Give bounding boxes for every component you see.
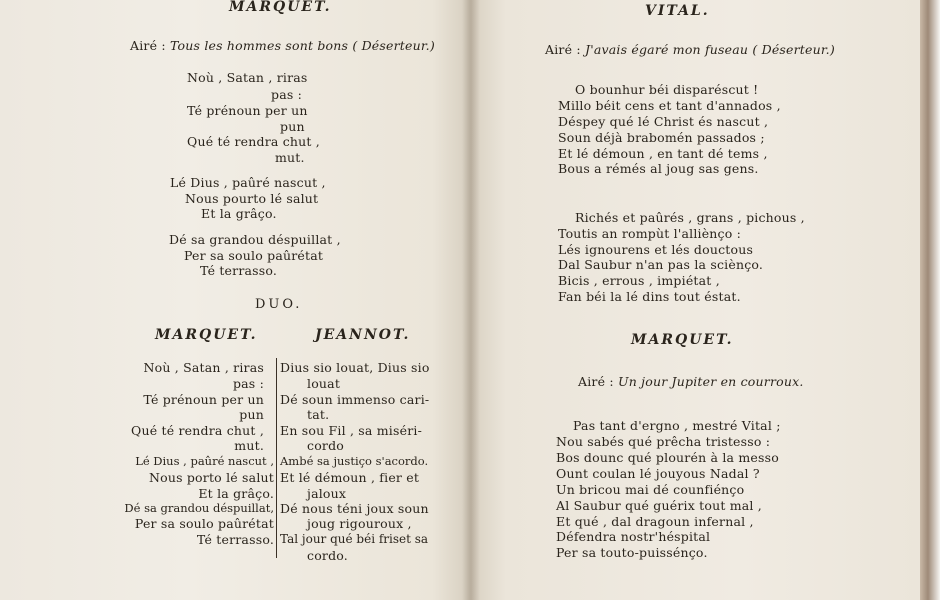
air-title: Tous les hommes sont bons ( Déserteur.) [169,38,435,53]
air-title: J'avais égaré mon fuseau ( Déserteur.) [584,42,835,57]
verse-line: Dé sa grandou déspuillat, [124,501,274,515]
verse-line: tat. [307,407,330,422]
verse-line: jaloux [307,486,347,501]
right-heading-2: MARQUET. [631,332,734,348]
verse-line: Té prénoun per un [143,392,264,407]
verse-line: Lé Dius , paûré nascut , [135,454,274,468]
verse-line: Dius sio louat, Dius sio [280,360,430,375]
verse-line: Et lé démoun , en tant dé tems , [558,146,768,161]
air-title: Un jour Jupiter en courroux. [617,374,804,389]
verse-line: pun [239,407,264,422]
verse-line: cordo [307,438,345,453]
verse-line: Per sa touto-puissénço. [556,545,708,560]
verse-line: Soun déjà brabomén passados ; [558,130,765,145]
verse-line: Fan béi la lé dins tout éstat. [558,289,741,304]
verse-line: Noù , Satan , riras [187,70,308,85]
verse-line: Millo béit cens et tant d'annados , [558,98,781,113]
verse-line: Défendra nostr'héspital [556,529,711,544]
verse-line: Té terrasso. [196,532,274,547]
verse-line: Bicis , errous , impiétat , [558,273,720,288]
verse-line: Dé sa grandou déspuillat , [169,232,341,247]
verse-line: Qué té rendra chut , [187,134,320,149]
left-air [130,38,435,53]
verse-line: pun [280,119,305,134]
verse-line: Nous porto lé salut [148,470,274,485]
verse-line: Dal Saubur n'an pas la sciènço. [558,257,764,272]
verse-line: Noù , Satan , riras [143,360,264,375]
verse-line: Tal jour qué béi friset sa [280,532,429,546]
verse-line: Dé nous téni joux soun [280,501,429,516]
verse-line: joug rigouroux , [307,516,412,531]
col1-heading: MARQUET. [155,327,258,343]
air-prefix: Airé : [130,38,166,53]
verse-line: Lés ignourens et lés douctous [558,242,754,257]
right-heading: VITAL. [645,3,710,19]
verse-line: Et qué , dal dragoun infernal , [556,514,754,529]
right-air-2 [578,374,804,389]
verse-line: Lé Dius , paûré nascut , [170,175,326,190]
left-heading: MARQUET. [229,0,332,15]
book-gutter [462,0,480,600]
verse-line: Pas tant d'ergno , mestré Vital ; [573,418,781,433]
verse-line: mut. [234,438,264,453]
verse-line: O bounhur béi disparéscut ! [575,82,759,97]
verse-line: Toutis an rompùt l'alliènço : [558,226,742,241]
verse-line: Ambé sa justiço s'acordo. [280,454,429,468]
col2-heading: JEANNOT. [315,327,411,343]
column-divider [276,358,277,558]
verse-line: mut. [275,150,305,165]
verse-line: Nou sabés qué prêcha tristesso : [556,434,771,449]
verse-line: Per sa soulo paûrétat [184,248,324,263]
verse-line: Dé soun immenso cari- [280,392,430,407]
air-prefix: Airé : [545,42,581,57]
verse-line: louat [307,376,341,391]
verse-line: Té prénoun per un [187,103,308,118]
verse-line: Richés et paûrés , grans , pichous , [575,210,805,225]
verse-line: Qué té rendra chut , [131,423,264,438]
verse-line: Nous pourto lé salut [185,191,319,206]
verse-line: Et lé démoun , fier et [280,470,420,485]
right-air-1 [545,42,835,57]
verse-line: Un bricou mai dé counfiénço [556,482,745,497]
verse-line: Per sa soulo paûrétat [134,516,274,531]
verse-line: pas : [232,376,264,391]
verse-line: Déspey qué lé Christ és nascut , [558,114,769,129]
verse-line: Al Saubur qué guérix tout mal , [556,498,762,513]
verse-line: cordo. [307,548,348,563]
duo-heading: DUO. [255,297,303,312]
verse-line: En sou Fil , sa miséri- [280,423,423,438]
book-edge [920,0,940,600]
verse-line: pas : [271,87,303,102]
verse-line: Et la grâço. [201,206,277,221]
verse-line: Ount coulan lé jouyous Nadal ? [556,466,760,481]
verse-line: Té terrasso. [200,263,278,278]
air-prefix: Airé : [578,374,614,389]
verse-line: Et la grâço. [198,486,274,501]
verse-line: Bos dounc qué plourén à la messo [556,450,779,465]
verse-line: Bous a rémés al joug sas gens. [558,161,759,176]
